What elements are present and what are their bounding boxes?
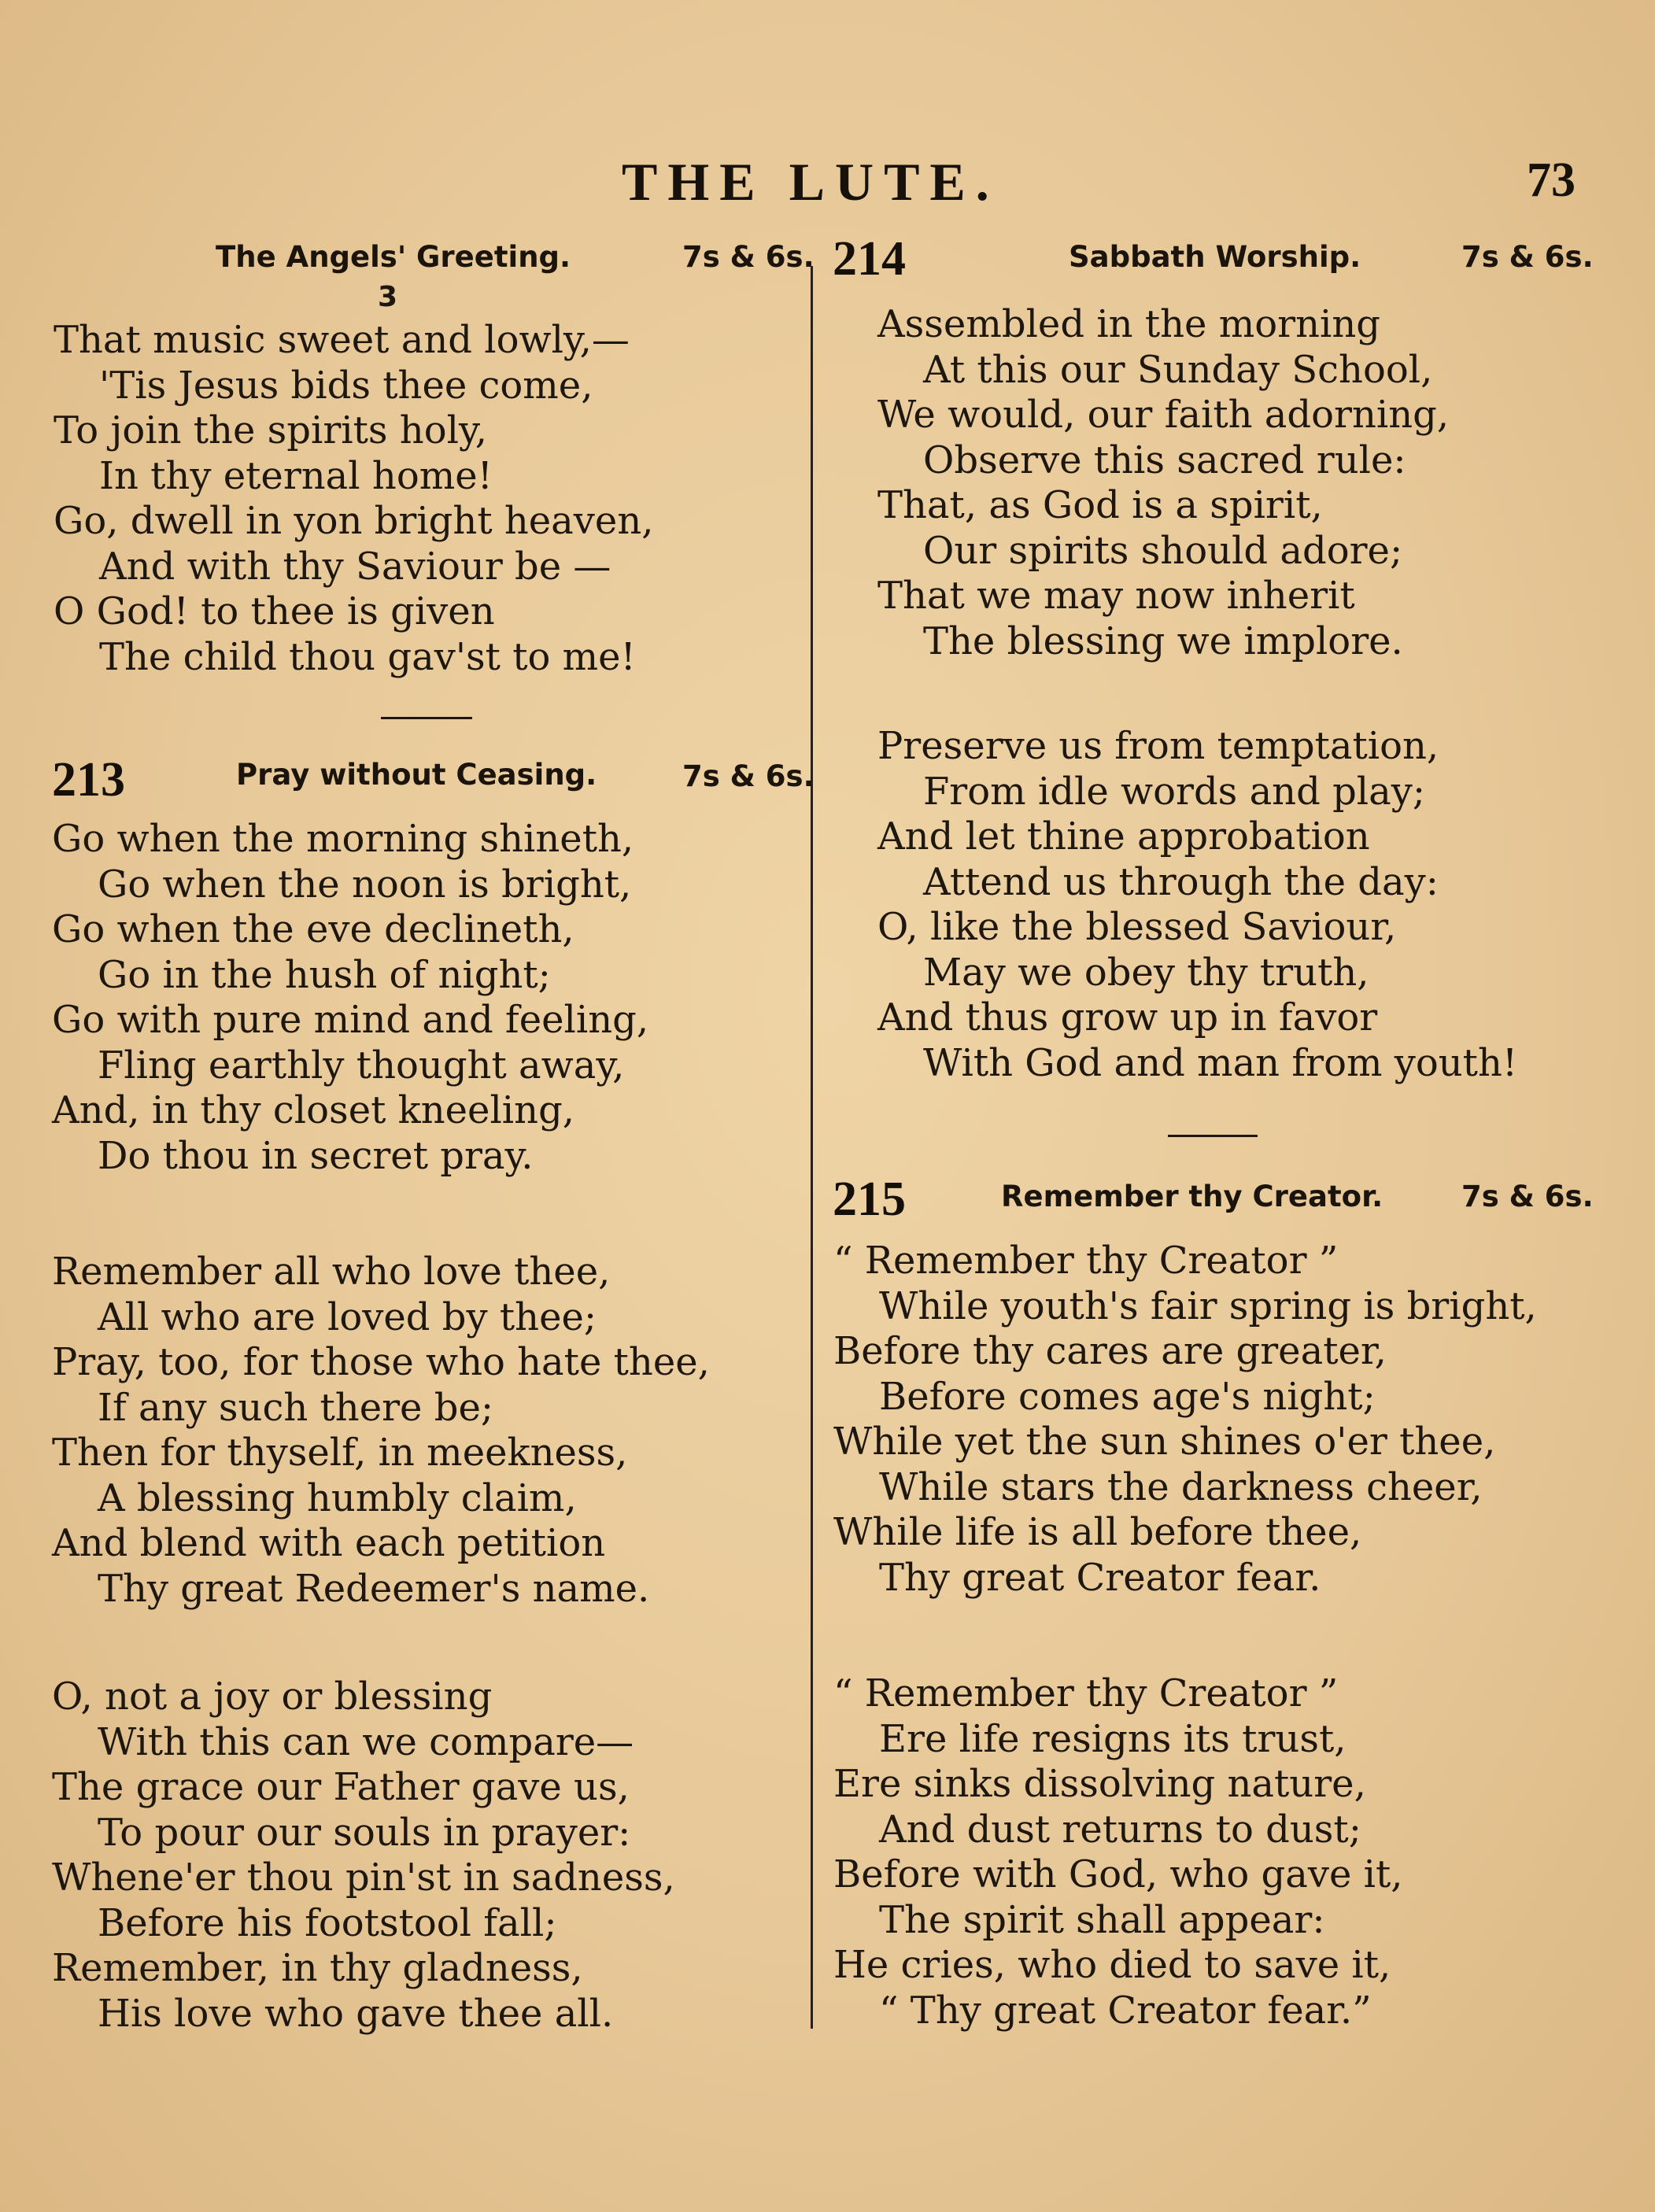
verse-line: Assembled in the morning: [877, 302, 1380, 346]
verse-line: And dust returns to dust;: [879, 1807, 1361, 1852]
stanza: [833, 1671, 1403, 2033]
hymn-number: 215: [833, 1172, 906, 1226]
hymn-divider: [1168, 1135, 1258, 1137]
verse-line: Before his footstool fall;: [98, 1900, 557, 1945]
verse-line: All who are loved by thee;: [98, 1294, 597, 1339]
verse-line: Go when the noon is bright,: [98, 862, 632, 907]
verse-line: From idle words and play;: [923, 769, 1426, 814]
verse-line: 'Tis Jesus bids thee come,: [99, 363, 593, 408]
verse-line: Attend us through the day:: [923, 859, 1439, 904]
verse-line: Do thou in secret pray.: [98, 1133, 534, 1178]
verse-line: Then for thyself, in meekness,: [52, 1431, 628, 1475]
stanza: [52, 1675, 675, 2037]
stanza: [877, 302, 1449, 664]
hymn-title: The Angels' Greeting.: [216, 240, 571, 274]
verse-line: At this our Sunday School,: [923, 347, 1433, 392]
hymn-divider: [381, 717, 472, 719]
hymn-title: Remember thy Creator.: [1001, 1180, 1383, 1213]
stanza-number: 3: [378, 281, 398, 313]
verse-line: The grace our Father gave us,: [52, 1765, 630, 1809]
verse-line: Go when the morning shineth,: [52, 817, 634, 861]
verse-line: Whene'er thou pin'st in sadness,: [52, 1856, 675, 1900]
verse-line: Go, dwell in yon bright heaven,: [54, 499, 654, 543]
column-rule: [811, 266, 813, 2029]
hymn-number: 214: [833, 232, 906, 286]
running-title: THE LUTE.: [622, 152, 999, 212]
stanza: [54, 318, 654, 680]
verse-line: Pray, too, for those who hate thee,: [52, 1340, 710, 1384]
verse-line: And thus grow up in favor: [877, 995, 1378, 1040]
verse-line: To join the spirits holy,: [54, 408, 487, 452]
hymn-meter: 7s & 6s.: [682, 759, 815, 793]
verse-line: To pour our souls in prayer:: [98, 1810, 631, 1855]
verse-line: He cries, who died to save it,: [833, 1943, 1391, 1987]
verse-line: “ Remember thy Creator ”: [833, 1239, 1339, 1283]
verse-line: “ Remember thy Creator ”: [833, 1671, 1339, 1715]
verse-line: Before thy cares are greater,: [833, 1329, 1387, 1373]
verse-line: O, like the blessed Saviour,: [877, 905, 1397, 949]
verse-line: Ere sinks dissolving nature,: [833, 1762, 1366, 1806]
verse-line: And with thy Saviour be —: [99, 544, 611, 589]
verse-line: That we may now inherit: [877, 574, 1355, 618]
stanza: [52, 1250, 710, 1612]
verse-line: Ere life resigns its trust,: [879, 1716, 1347, 1761]
verse-line: With this can we compare—: [98, 1719, 634, 1764]
verse-line: O God! to thee is given: [54, 589, 495, 633]
verse-line: The spirit shall appear:: [879, 1897, 1325, 1942]
verse-line: Go in the hush of night;: [98, 952, 551, 997]
stanza: [52, 817, 648, 1179]
stanza: [877, 724, 1517, 1086]
verse-line: While youth's fair spring is bright,: [879, 1283, 1537, 1328]
verse-line: Our spirits should adore;: [923, 528, 1403, 573]
verse-line: Before with God, who gave it,: [833, 1852, 1403, 1896]
verse-line: In thy eternal home!: [99, 453, 493, 498]
verse-line: Fling earthly thought away,: [98, 1043, 625, 1088]
verse-line: While stars the darkness cheer,: [879, 1464, 1483, 1509]
verse-line: Observe this sacred rule:: [923, 438, 1406, 482]
verse-line: The child thou gav'st to me!: [99, 634, 636, 679]
hymn-meter: 7s & 6s.: [1461, 1180, 1594, 1213]
hymn-number: 213: [52, 753, 125, 807]
hymn-title: Sabbath Worship.: [1069, 240, 1361, 274]
verse-line: Thy great Creator fear.: [879, 1555, 1321, 1600]
hymn-title: Pray without Ceasing.: [236, 758, 597, 792]
verse-line: We would, our faith adorning,: [877, 393, 1450, 437]
verse-line: Go with pure mind and feeling,: [52, 998, 649, 1042]
verse-line: A blessing humbly claim,: [98, 1475, 577, 1520]
verse-line: With God and man from youth!: [923, 1040, 1518, 1085]
verse-line: The blessing we implore.: [923, 619, 1403, 663]
page-number: 73: [1527, 153, 1576, 207]
verse-line: While life is all before thee,: [833, 1510, 1362, 1554]
verse-line: That, as God is a spirit,: [877, 483, 1323, 527]
verse-line: Remember, in thy gladness,: [52, 1946, 583, 1990]
verse-line: And blend with each petition: [52, 1521, 606, 1565]
verse-line: Go when the eve declineth,: [52, 907, 574, 951]
verse-line: Before comes age's night;: [879, 1374, 1376, 1419]
verse-line: If any such there be;: [98, 1385, 494, 1430]
verse-line: Thy great Redeemer's name.: [98, 1566, 650, 1611]
verse-line: And let thine approbation: [877, 814, 1370, 859]
verse-line: His love who gave thee all.: [98, 1991, 614, 2036]
verse-line: While yet the sun shines o'er thee,: [833, 1420, 1496, 1464]
verse-line: “ Thy great Creator fear.”: [879, 1988, 1372, 2033]
hymn-meter: 7s & 6s.: [682, 240, 815, 274]
verse-line: May we obey thy truth,: [923, 950, 1369, 995]
verse-line: O, not a joy or blessing: [52, 1675, 493, 1719]
verse-line: Preserve us from temptation,: [877, 724, 1439, 768]
verse-line: And, in thy closet kneeling,: [52, 1088, 575, 1132]
verse-line: That music sweet and lowly,—: [54, 318, 630, 362]
verse-line: Remember all who love thee,: [52, 1250, 611, 1294]
stanza: [833, 1239, 1537, 1601]
hymn-meter: 7s & 6s.: [1461, 240, 1594, 274]
